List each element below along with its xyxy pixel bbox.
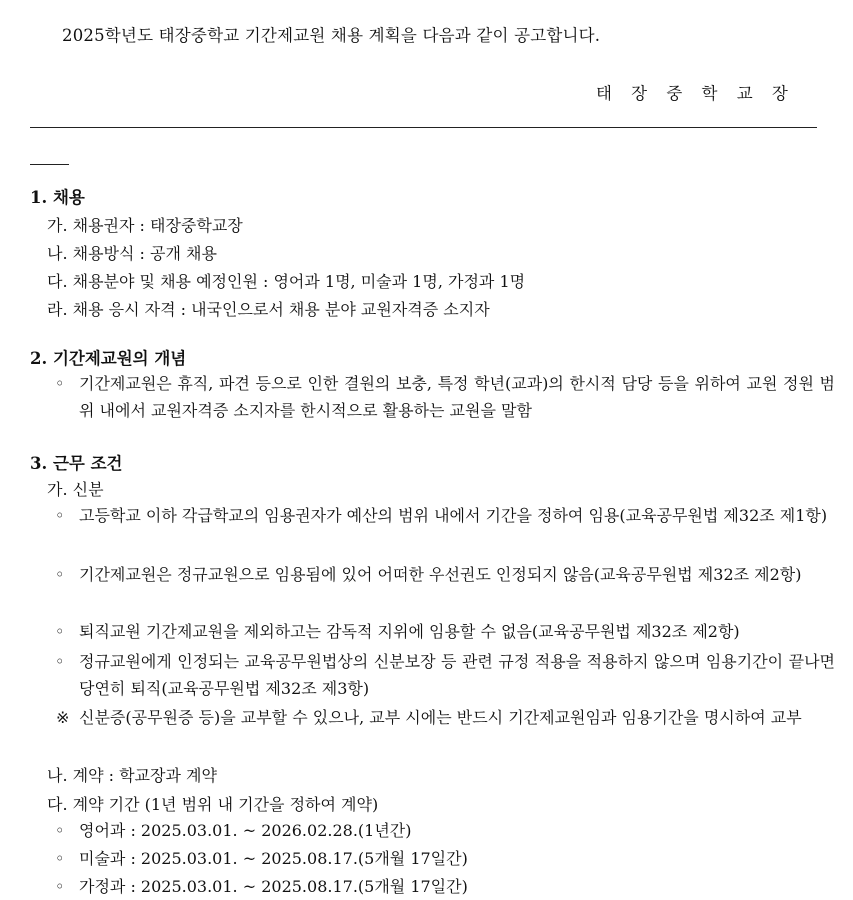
status-bullet-text: 고등학교 이하 각급학교의 임용권자가 예산의 범위 내에서 기간을 정하여 임용(교육공무원법 제32조 제1항) bbox=[79, 506, 828, 525]
period-art bbox=[55, 845, 835, 872]
status-bullet-text: 정규교원에게 인정되는 교육공무원법상의 신분보장 등 관련 규정 적용을 적용하지 않으며 임용기간이 끝나면 당연히 퇴직(교육공무원법 제32조 제3항) bbox=[79, 652, 835, 698]
contract-period-heading: 다. 계약 기간 (1년 범위 내 기간을 정하여 계약) bbox=[47, 795, 379, 814]
concept-text: 기간제교원은 휴직, 파견 등으로 인한 결원의 보충, 특정 학년(교과)의 한시적 담당 등을 위하여 교원 정원 범위 내에서 교원자격증 소지자를 한시적으로 활용하는 교원을 말함 bbox=[79, 374, 835, 420]
bullet-mark: ◦ bbox=[55, 565, 65, 584]
status-bullet-3 bbox=[55, 618, 835, 645]
bullet-mark: ◦ bbox=[55, 849, 65, 868]
section-3-title: 3. 근무 조건 bbox=[30, 454, 123, 473]
status-bullet-text: 기간제교원은 정규교원으로 임용됨에 있어 어떠한 우선권도 인정되지 않음(교육공무원법 제32조 제2항) bbox=[79, 565, 802, 584]
signer-title: 태 장 중 학 교 장 bbox=[596, 84, 795, 103]
period-text: 미술과 : 2025.03.01. ~ 2025.08.17.(5개월 17일간) bbox=[79, 849, 468, 868]
status-heading: 가. 신분 bbox=[47, 480, 104, 499]
divider-short bbox=[30, 164, 69, 165]
period-text: 가정과 : 2025.03.01. ~ 2025.08.17.(5개월 17일간) bbox=[79, 877, 468, 896]
section-2-title: 2. 기간제교원의 개념 bbox=[30, 349, 187, 368]
section-1-item-d: 라. 채용 응시 자격 : 내국인으로서 채용 분야 교원자격증 소지자 bbox=[47, 300, 490, 319]
bullet-mark: ◦ bbox=[55, 877, 65, 896]
bullet-mark: ◦ bbox=[55, 821, 65, 840]
bullet-mark: ◦ bbox=[55, 506, 65, 525]
section-1-item-a: 가. 채용권자 : 태장중학교장 bbox=[47, 216, 243, 235]
contract-line: 나. 계약 : 학교장과 계약 bbox=[47, 766, 217, 785]
section-2-bullet bbox=[55, 370, 835, 424]
status-bullet-1 bbox=[55, 502, 835, 529]
bullet-mark: ◦ bbox=[55, 374, 65, 393]
bullet-mark: ◦ bbox=[55, 652, 65, 671]
status-bullet-2 bbox=[55, 561, 835, 588]
status-bullet-4 bbox=[55, 648, 835, 702]
bullet-mark: ◦ bbox=[55, 622, 65, 641]
id-card-note bbox=[56, 704, 836, 731]
status-bullet-text: 퇴직교원 기간제교원을 제외하고는 감독적 지위에 임용할 수 없음(교육공무원법 제32조 제2항) bbox=[79, 622, 740, 641]
section-1-item-c: 다. 채용분야 및 채용 예정인원 : 영어과 1명, 미술과 1명, 가정과 1명 bbox=[47, 272, 526, 291]
section-1-item-b: 나. 채용방식 : 공개 채용 bbox=[47, 244, 217, 263]
period-english bbox=[55, 817, 835, 844]
note-text: 신분증(공무원증 등)을 교부할 수 있으나, 교부 시에는 반드시 기간제교원임과 임용기간을 명시하여 교부 bbox=[79, 708, 802, 727]
divider-long bbox=[30, 127, 817, 128]
section-1-title: 1. 채용 bbox=[30, 188, 85, 207]
note-mark: ※ bbox=[56, 708, 70, 727]
announcement-intro: 2025학년도 태장중학교 기간제교원 채용 계획을 다음과 같이 공고합니다. bbox=[62, 26, 601, 45]
period-text: 영어과 : 2025.03.01. ~ 2026.02.28.(1년간) bbox=[79, 821, 412, 840]
